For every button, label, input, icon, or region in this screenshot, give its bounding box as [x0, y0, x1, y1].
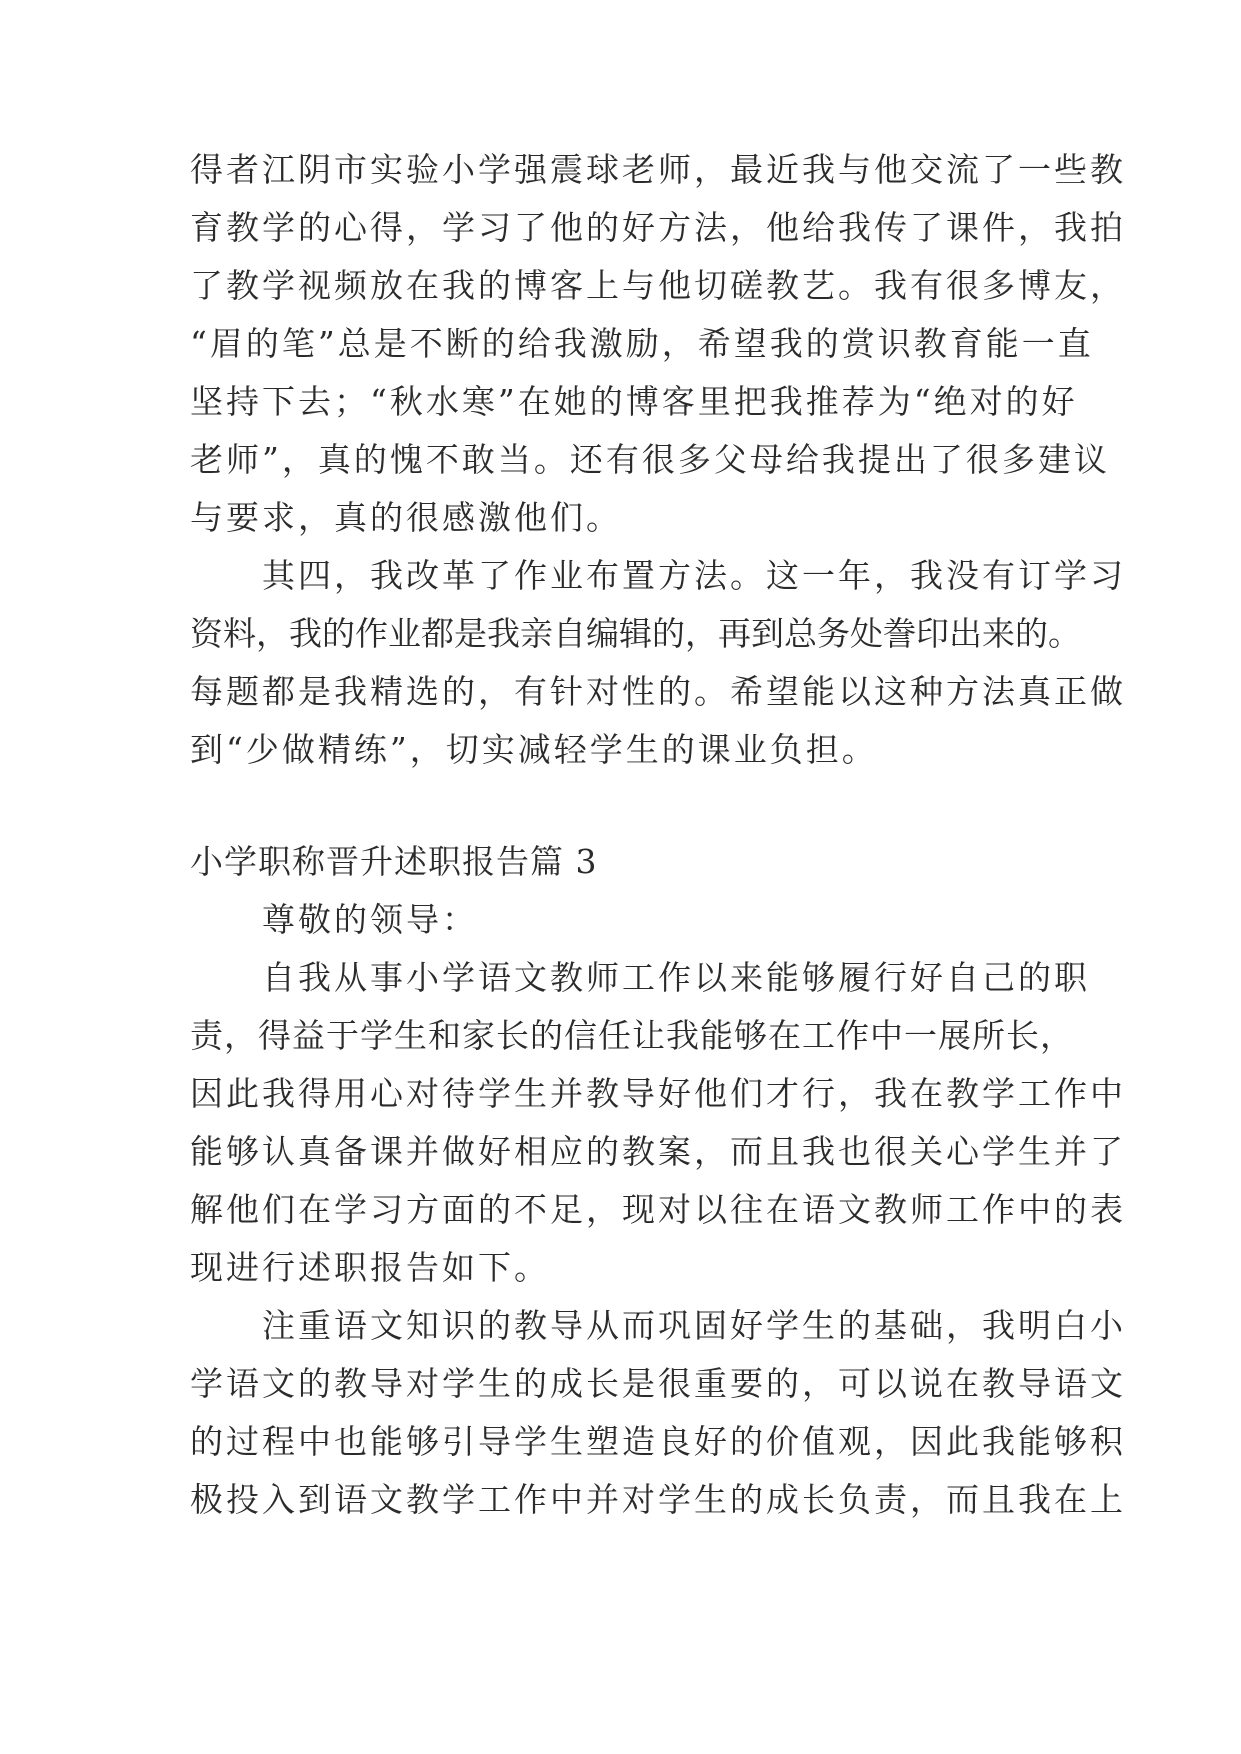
paragraph-line: 了教学视频放在我的博客上与他切磋教艺。我有很多博友，: [190, 266, 1126, 305]
paragraph-line: 因此我得用心对待学生并教导好他们才行，我在教学工作中: [190, 1074, 1126, 1113]
paragraph-line: 的过程中也能够引导学生塑造良好的价值观，因此我能够积: [190, 1422, 1126, 1461]
salutation-line: 尊敬的领导：: [190, 900, 478, 939]
paragraph-line: 每题都是我精选的，有针对性的。希望能以这种方法真正做: [190, 672, 1126, 711]
paragraph-line: 得者江阴市实验小学强震球老师，最近我与他交流了一些教: [190, 150, 1126, 189]
paragraph-line: 学语文的教导对学生的成长是很重要的，可以说在教导语文: [190, 1364, 1126, 1403]
paragraph-line: 与要求，真的很感激他们。: [190, 498, 622, 537]
paragraph-line: 极投入到语文教学工作中并对学生的成长负责，而且我在上: [190, 1480, 1126, 1519]
paragraph-line: 其四，我改革了作业布置方法。这一年，我没有订学习: [190, 556, 1126, 595]
paragraph-line: 坚持下去；“秋水寒”在她的博客里把我推荐为“绝对的好: [190, 382, 1078, 421]
paragraph-line: 解他们在学习方面的不足，现对以往在语文教师工作中的表: [190, 1190, 1126, 1229]
paragraph-line: 现进行述职报告如下。: [190, 1248, 550, 1287]
paragraph-line: 责，得益于学生和家长的信任让我能够在工作中一展所长，: [190, 1016, 1074, 1055]
paragraph-line: 到“少做精练”，切实减轻学生的课业负担。: [190, 730, 878, 769]
paragraph-line: 注重语文知识的教导从而巩固好学生的基础，我明白小: [190, 1306, 1126, 1345]
section-heading: 小学职称晋升述职报告篇 3: [190, 842, 598, 881]
paragraph-line: “眉的笔”总是不断的给我激励，希望我的赏识教育能一直: [190, 324, 1094, 363]
paragraph-line: 自我从事小学语文教师工作以来能够履行好自己的职: [190, 958, 1090, 997]
paragraph-line: 资料，我的作业都是我亲自编辑的，再到总务处誊印出来的。: [190, 614, 1081, 653]
paragraph-line: 能够认真备课并做好相应的教案，而且我也很关心学生并了: [190, 1132, 1126, 1171]
paragraph-line: 育教学的心得，学习了他的好方法，他给我传了课件，我拍: [190, 208, 1126, 247]
paragraph-line: 老师”，真的愧不敢当。还有很多父母给我提出了很多建议: [190, 440, 1110, 479]
